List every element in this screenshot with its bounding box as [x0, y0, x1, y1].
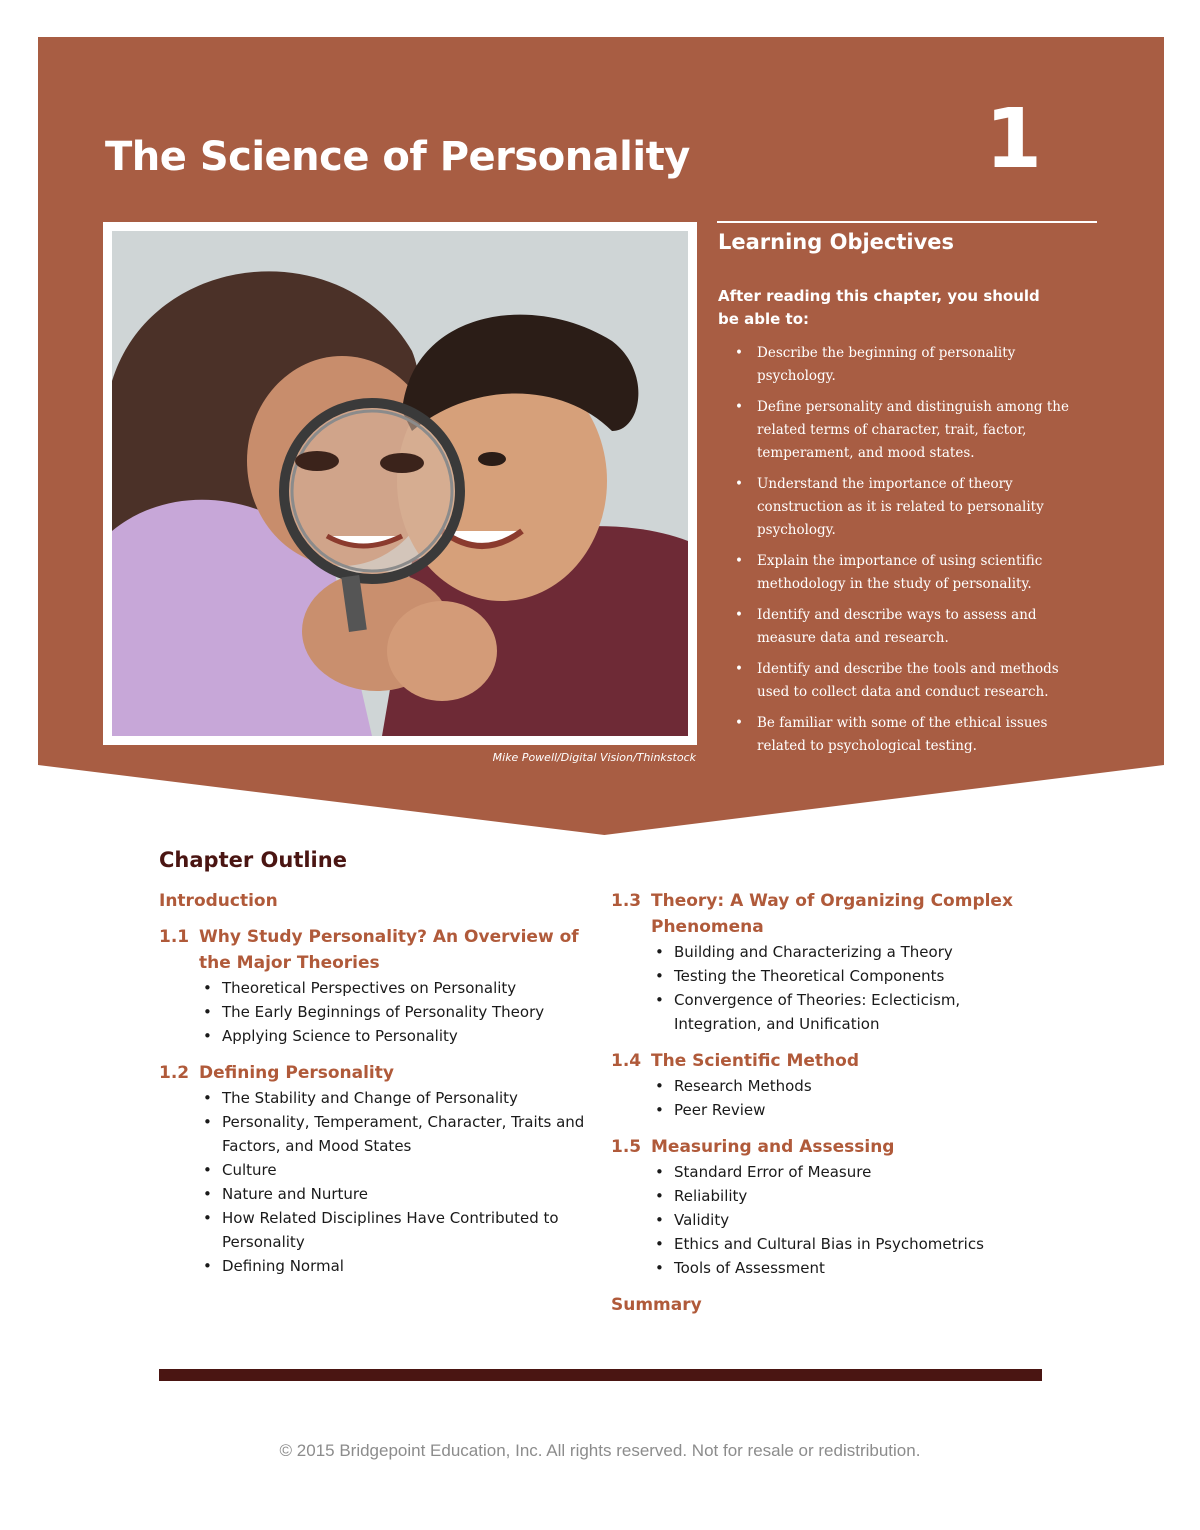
outline-section-items [611, 940, 1051, 1036]
outline-section-title [611, 1048, 1051, 1074]
outline-item: • The Stability and Change of Personality [159, 1086, 599, 1110]
learning-objective: • Describe the beginning of personality psychology. [718, 342, 1088, 388]
bullet-icon: • [735, 607, 743, 623]
children-magnifying-glass-illustration [112, 231, 688, 736]
outline-section-items [159, 1086, 599, 1278]
bullet-icon: • [735, 399, 743, 415]
bullet-icon: • [655, 1211, 664, 1229]
outline-item: • How Related Disciplines Have Contributed to Personality [159, 1206, 599, 1254]
outline-item: • Culture [159, 1158, 599, 1182]
outline-item: • Peer Review [611, 1098, 1051, 1122]
chapter-photo [112, 231, 688, 736]
chapter-title: The Science of Personality [105, 134, 690, 180]
bullet-icon: • [203, 1161, 212, 1179]
bullet-icon: • [655, 943, 664, 961]
outline-section-items [611, 1074, 1051, 1122]
section-title-text: The Scientific Method [651, 1051, 860, 1071]
bullet-icon: • [203, 1089, 212, 1107]
bullet-icon: • [735, 476, 743, 492]
outline-item: • Applying Science to Personality [159, 1024, 599, 1048]
bullet-icon: • [655, 1235, 664, 1253]
outline-item: • Standard Error of Measure [611, 1160, 1051, 1184]
bullet-icon: • [735, 345, 743, 361]
section-number: 1.3 [611, 891, 642, 911]
bullet-icon: • [203, 979, 212, 997]
outline-section-title [611, 888, 1051, 940]
bullet-icon: • [203, 1027, 212, 1045]
section-title-text: Defining Personality [199, 1063, 394, 1083]
learning-objective: • Define personality and distinguish among the related terms of character, trait, factor, temperament, and mood states. [718, 396, 1088, 465]
bullet-icon: • [655, 1187, 664, 1205]
outline-item: • Theoretical Perspectives on Personality [159, 976, 599, 1000]
bullet-icon: • [655, 1163, 664, 1181]
bullet-icon: • [203, 1209, 212, 1227]
learning-objectives-list [718, 342, 1088, 766]
bullet-icon: • [735, 661, 743, 677]
section-title-text: Theory: A Way of Organizing Complex Phenomena [651, 891, 1013, 937]
outline-section-title [611, 1134, 1051, 1160]
outline-item: • Convergence of Theories: Eclecticism, Integration, and Unification [611, 988, 1051, 1036]
section-title-text: Measuring and Assessing [651, 1137, 895, 1157]
outline-item: • Research Methods [611, 1074, 1051, 1098]
bullet-icon: • [735, 715, 743, 731]
learning-objective: • Identify and describe ways to assess and measure data and research. [718, 604, 1088, 650]
learning-objective: • Understand the importance of theory construction as it is related to personality psychology. [718, 473, 1088, 542]
bullet-icon: • [203, 1113, 212, 1131]
outline-item: • Testing the Theoretical Components [611, 964, 1051, 988]
outline-item: • Personality, Temperament, Character, Traits and Factors, and Mood States [159, 1110, 599, 1158]
outline-section-title [159, 1060, 599, 1086]
outline-section-title [159, 924, 599, 976]
outline-item: • Ethics and Cultural Bias in Psychometrics [611, 1232, 1051, 1256]
bullet-icon: • [203, 1185, 212, 1203]
section-number: 1.2 [159, 1063, 190, 1083]
outline-item: • Tools of Assessment [611, 1256, 1051, 1280]
learning-objective: • Explain the importance of using scientific methodology in the study of personality. [718, 550, 1088, 596]
outline-item: • Reliability [611, 1184, 1051, 1208]
chapter-number: 1 [985, 92, 1043, 187]
outline-section-items [159, 976, 599, 1048]
outline-item: • Defining Normal [159, 1254, 599, 1278]
outline-introduction: Introduction [159, 891, 278, 911]
bullet-icon: • [655, 967, 664, 985]
chapter-outline-heading: Chapter Outline [159, 848, 347, 872]
section-number: 1.4 [611, 1051, 642, 1071]
footer-rule [159, 1369, 1042, 1381]
bullet-icon: • [735, 553, 743, 569]
learning-objective: • Identify and describe the tools and methods used to collect data and conduct research. [718, 658, 1088, 704]
bullet-icon: • [203, 1257, 212, 1275]
outline-column-right [611, 888, 1051, 1318]
bullet-icon: • [655, 1101, 664, 1119]
outline-item: • Validity [611, 1208, 1051, 1232]
section-number: 1.5 [611, 1137, 642, 1157]
outline-column-left [159, 888, 599, 1290]
outline-section-items [611, 1160, 1051, 1280]
outline-summary: Summary [611, 1295, 702, 1315]
learning-objectives-heading: Learning Objectives [718, 230, 955, 254]
outline-item: • Nature and Nurture [159, 1182, 599, 1206]
learning-objectives-rule [717, 221, 1097, 223]
bullet-icon: • [655, 1077, 664, 1095]
learning-objectives-intro: After reading this chapter, you should be able to: [718, 287, 1040, 328]
outline-item: • Building and Characterizing a Theory [611, 940, 1051, 964]
section-number: 1.1 [159, 927, 190, 947]
outline-item: • The Early Beginnings of Personality Theory [159, 1000, 599, 1024]
section-title-text: Why Study Personality? An Overview of the Major Theories [199, 927, 579, 973]
bullet-icon: • [655, 1259, 664, 1277]
photo-credit: Mike Powell/Digital Vision/Thinkstock [492, 751, 696, 764]
chapter-photo-frame [103, 222, 697, 745]
learning-objective: • Be familiar with some of the ethical issues related to psychological testing. [718, 712, 1088, 758]
bullet-icon: • [203, 1003, 212, 1021]
bullet-icon: • [655, 991, 664, 1009]
copyright-notice: © 2015 Bridgepoint Education, Inc. All rights reserved. Not for resale or redistribution. [279, 1441, 921, 1460]
